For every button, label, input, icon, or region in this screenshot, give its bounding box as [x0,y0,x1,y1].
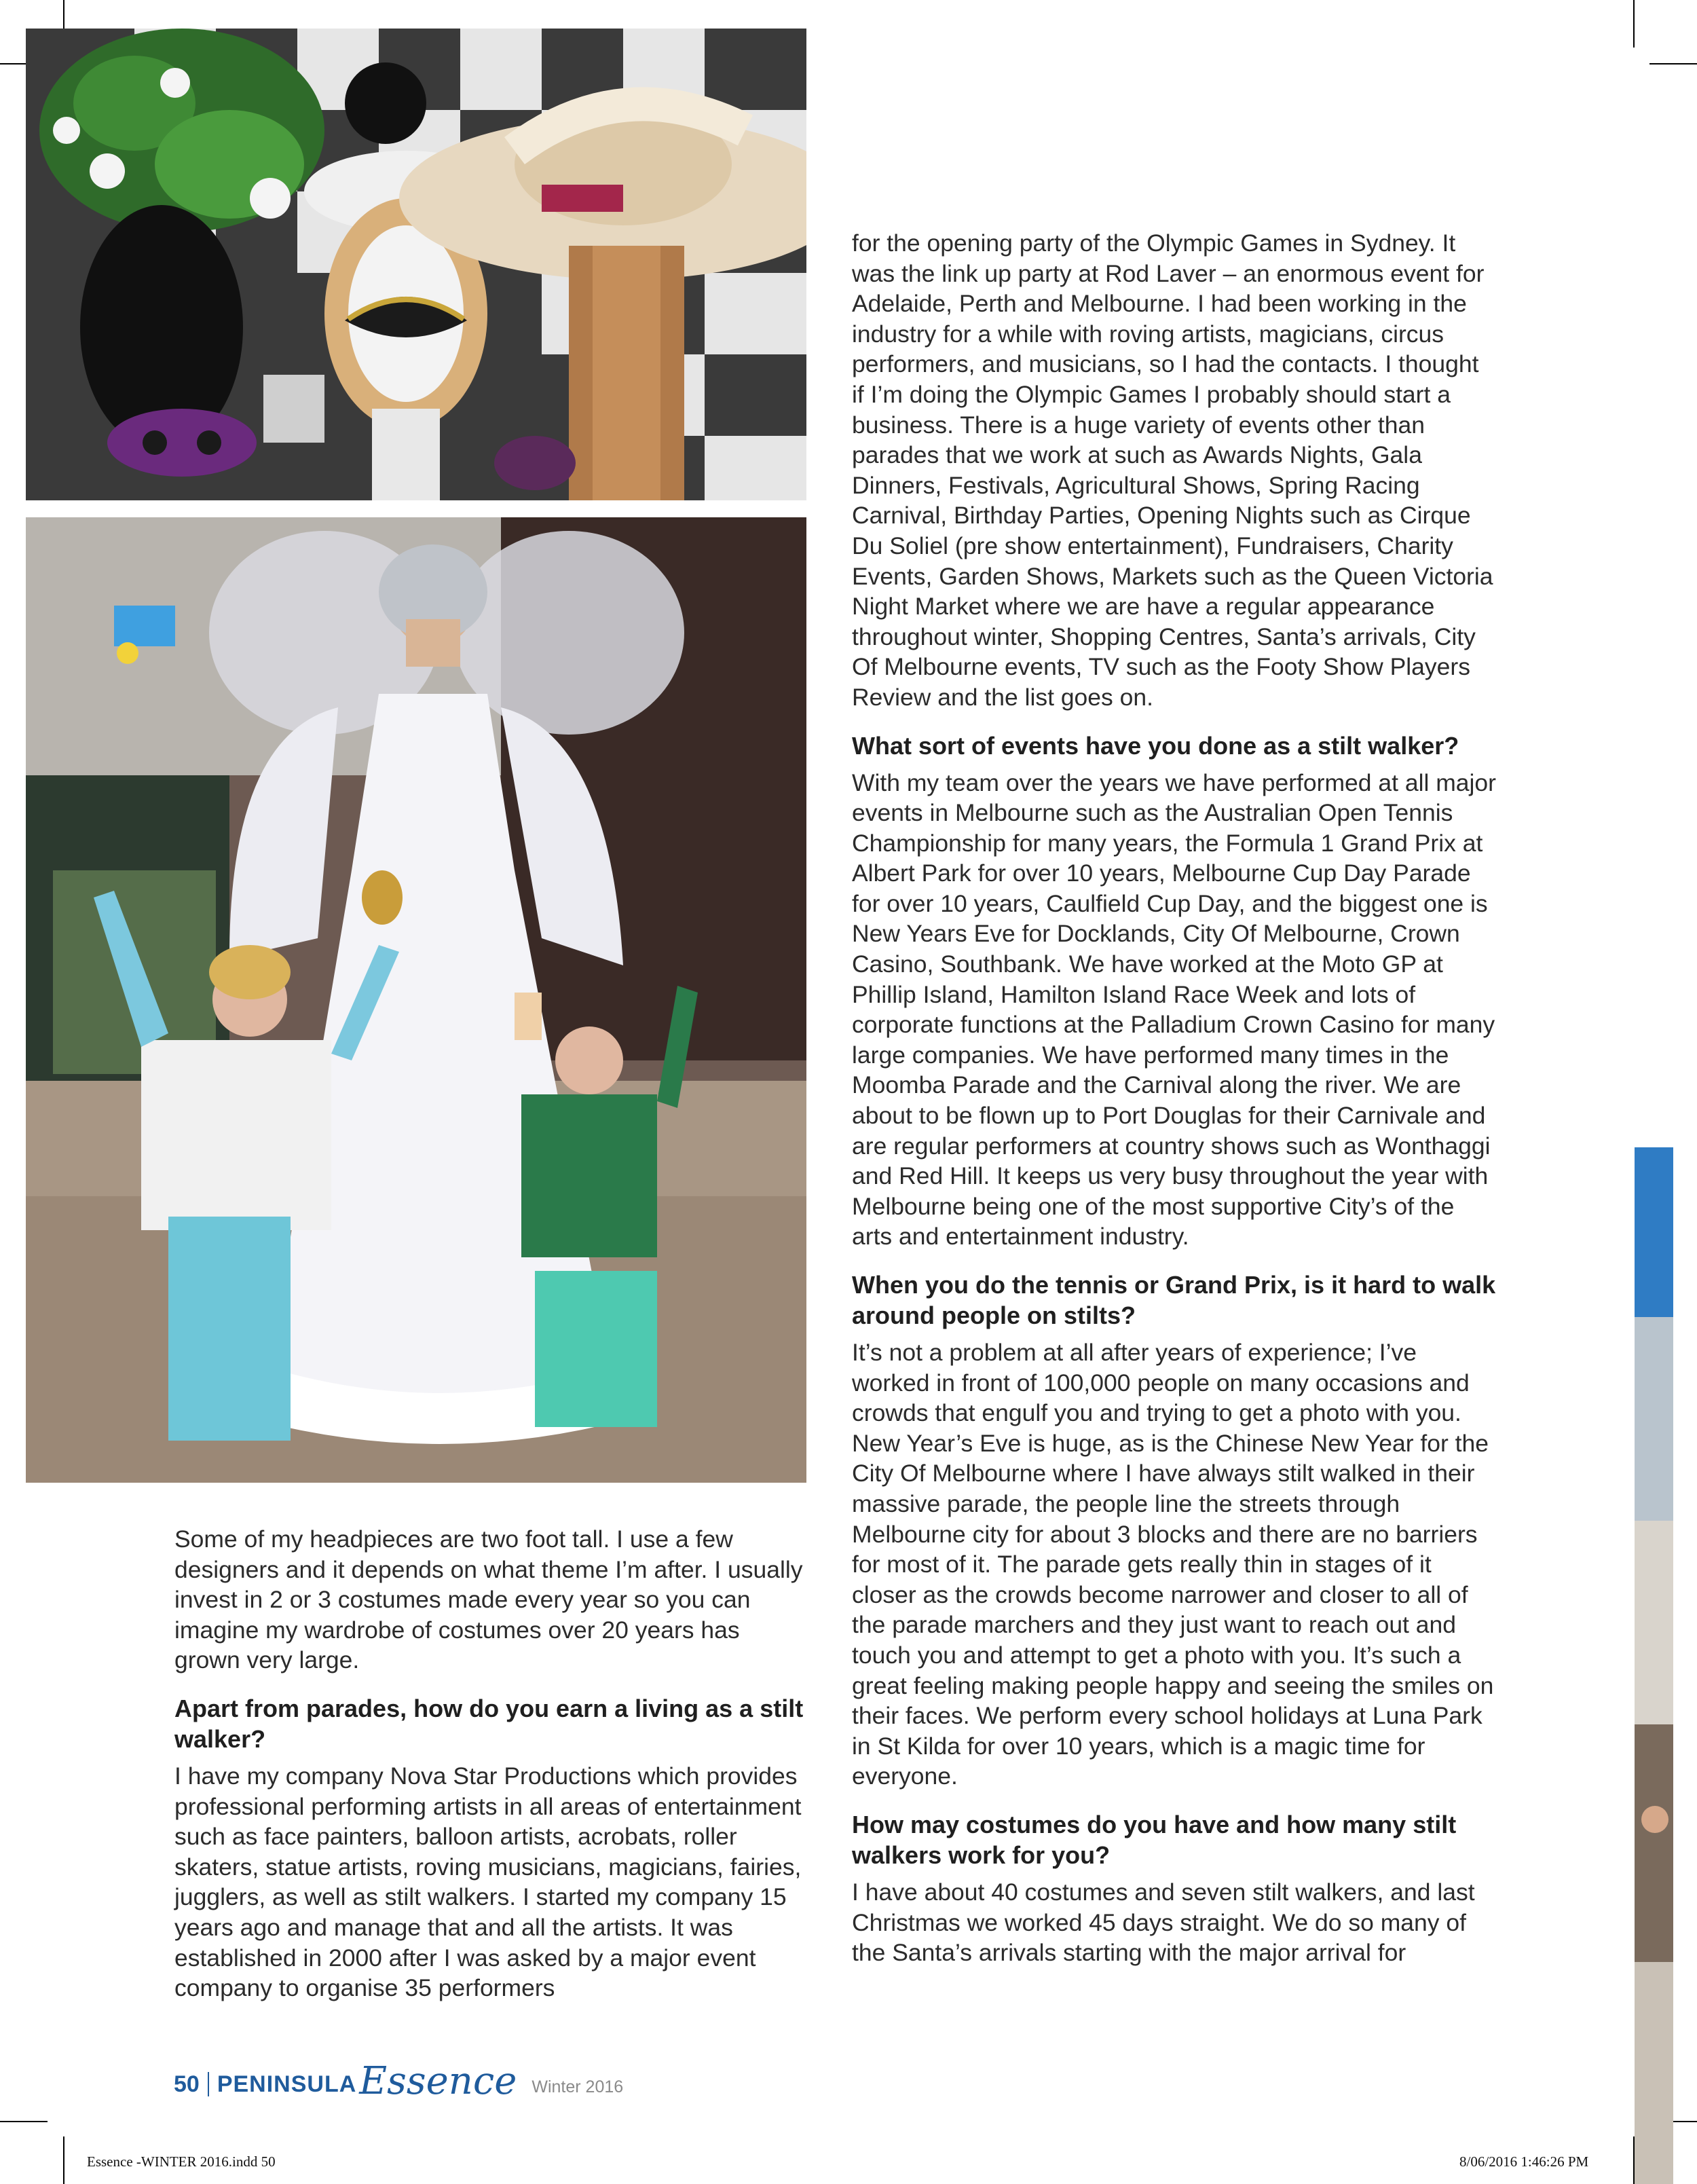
interview-question: Apart from parades, how do you earn a living as a stilt walker? [174,1694,804,1753]
article-paragraph: With my team over the years we have performed at all major events in Melbourne such as the Australian Open Tennis Championship for many years, the Formula 1 Grand Prix at Albert Park for over 10 years, Melbourne Cup Day Parade for over 10 years, Caulfield Cup Day, and the biggest one is New Years Eve for Docklands, City Of Melbourne, Crown Casino, Southbank. We have worked at the Moto GP at Phillip Island, Hamilton Island Race Week and lots of corporate functions at the Palladium Crown Casino for many large companies. We have performed many times in the Moomba Parade and the Carnival along the river. We are about to be flown up to Port Douglas for their Carnivale and are regular performers at country shows such as Wonthaggi and Red Hill. It keeps us very busy throughout the year with Melbourne being one of the most supportive City’s of the arts and entertainment industry. [852,769,1497,1251]
article-paragraph: for the opening party of the Olympic Games in Sydney. It was the link up party at Rod Laver – an enormous event for Adelaide, Perth and Melbourne. I had been working in the industry for a while with roving artists, magicians, circus performers, and musicians, so I had the contacts. I thought if I’m doing the Olympic Games I probably should start a business. There is a huge variety of events other than parades that we work at such as Awards Nights, Gala Dinners, Festivals, Agricultural Shows, Spring Racing Carnival, Birthday Parties, Opening Nights such as Cirque Du Soliel (pre show entertainment), Fundraisers, Charity Events, Garden Shows, Markets such as the Queen Victoria Night Market where we are have a regular appearance throughout winter, Shopping Centres, Santa’s arrivals, City Of Melbourne events, TV such as the Footy Show Players Review and the list goes on. [852,229,1493,711]
magazine-script-logo: Essence [359,2058,517,2103]
issue-season: Winter 2016 [532,2077,624,2096]
print-slug-timestamp: 8/06/2016 1:46:26 PM [1459,2153,1589,2170]
photo-stilt-walker-illustration [26,517,806,1483]
crop-mark [1633,0,1635,48]
crop-mark [1649,63,1697,64]
photo-hats-masks-illustration [26,29,806,500]
page-number: 50 [174,2071,200,2097]
photo-hats-masks [26,29,806,500]
article-column-left [174,1524,809,2003]
article-column-right [852,228,1497,1968]
article-paragraph: I have about 40 costumes and seven stilt walkers, and last Christmas we worked 45 days straight. We do so many of the Santa’s arrivals starting with the major arrival for [852,1878,1475,1967]
article-paragraph: Some of my headpieces are two foot tall. I use a few designers and it depends on what theme I’m after. I usually invest in 2 or 3 costumes made every year so you can imagine my wardrobe of costumes over 20 years has grown very large. [174,1525,803,1674]
photo-adjacent-edge-illustration [1635,1147,1673,2184]
photo-stilt-walker [26,517,806,1483]
crop-mark [63,2136,64,2184]
interview-question: How may costumes do you have and how many stilt walkers work for you? [852,1810,1457,1869]
print-slug-file: Essence -WINTER 2016.indd 50 [87,2153,276,2170]
footer-divider [208,2072,209,2096]
magazine-name: PENINSULA [217,2071,357,2097]
interview-question: When you do the tennis or Grand Prix, is it hard to walk around people on stilts? [852,1271,1496,1329]
photo-adjacent-edge [1635,1147,1673,2184]
article-paragraph: I have my company Nova Star Productions which provides professional performing artists in all areas of entertainment such as face painters, balloon artists, acrobats, roller skaters, statue artists, roving musicians, magicians, fairies, jugglers, as well as stilt walkers. I started my company 15 years ago and manage that and all the artists. It was established in 2000 after I was asked by a major event company to organise 35 performers [174,1762,802,2002]
crop-mark [0,2121,48,2122]
article-paragraph: It’s not a problem at all after years of experience; I’ve worked in front of 100,000 people on many occasions and crowds that engulf you and trying to get a photo with you. New Year’s Eve is huge, as is the Chinese New Year for the City Of Melbourne where I have always stilt walked in their massive parade, the people line the streets through Melbourne city for about 3 blocks and there are no barriers for most of it. The parade gets really thin in stages of it closer as the crowds become narrower and closer to all of the parade marchers and they just want to reach out and touch you and attempt to get a photo with you. It’s such a great feeling making people happy and seeing the smiles on their faces. We perform every school holidays at Luna Park in St Kilda for over 10 years, which is a magic time for everyone. [852,1339,1494,1790]
interview-question: What sort of events have you done as a stilt walker? [852,731,1459,760]
page-footer [174,2058,624,2105]
